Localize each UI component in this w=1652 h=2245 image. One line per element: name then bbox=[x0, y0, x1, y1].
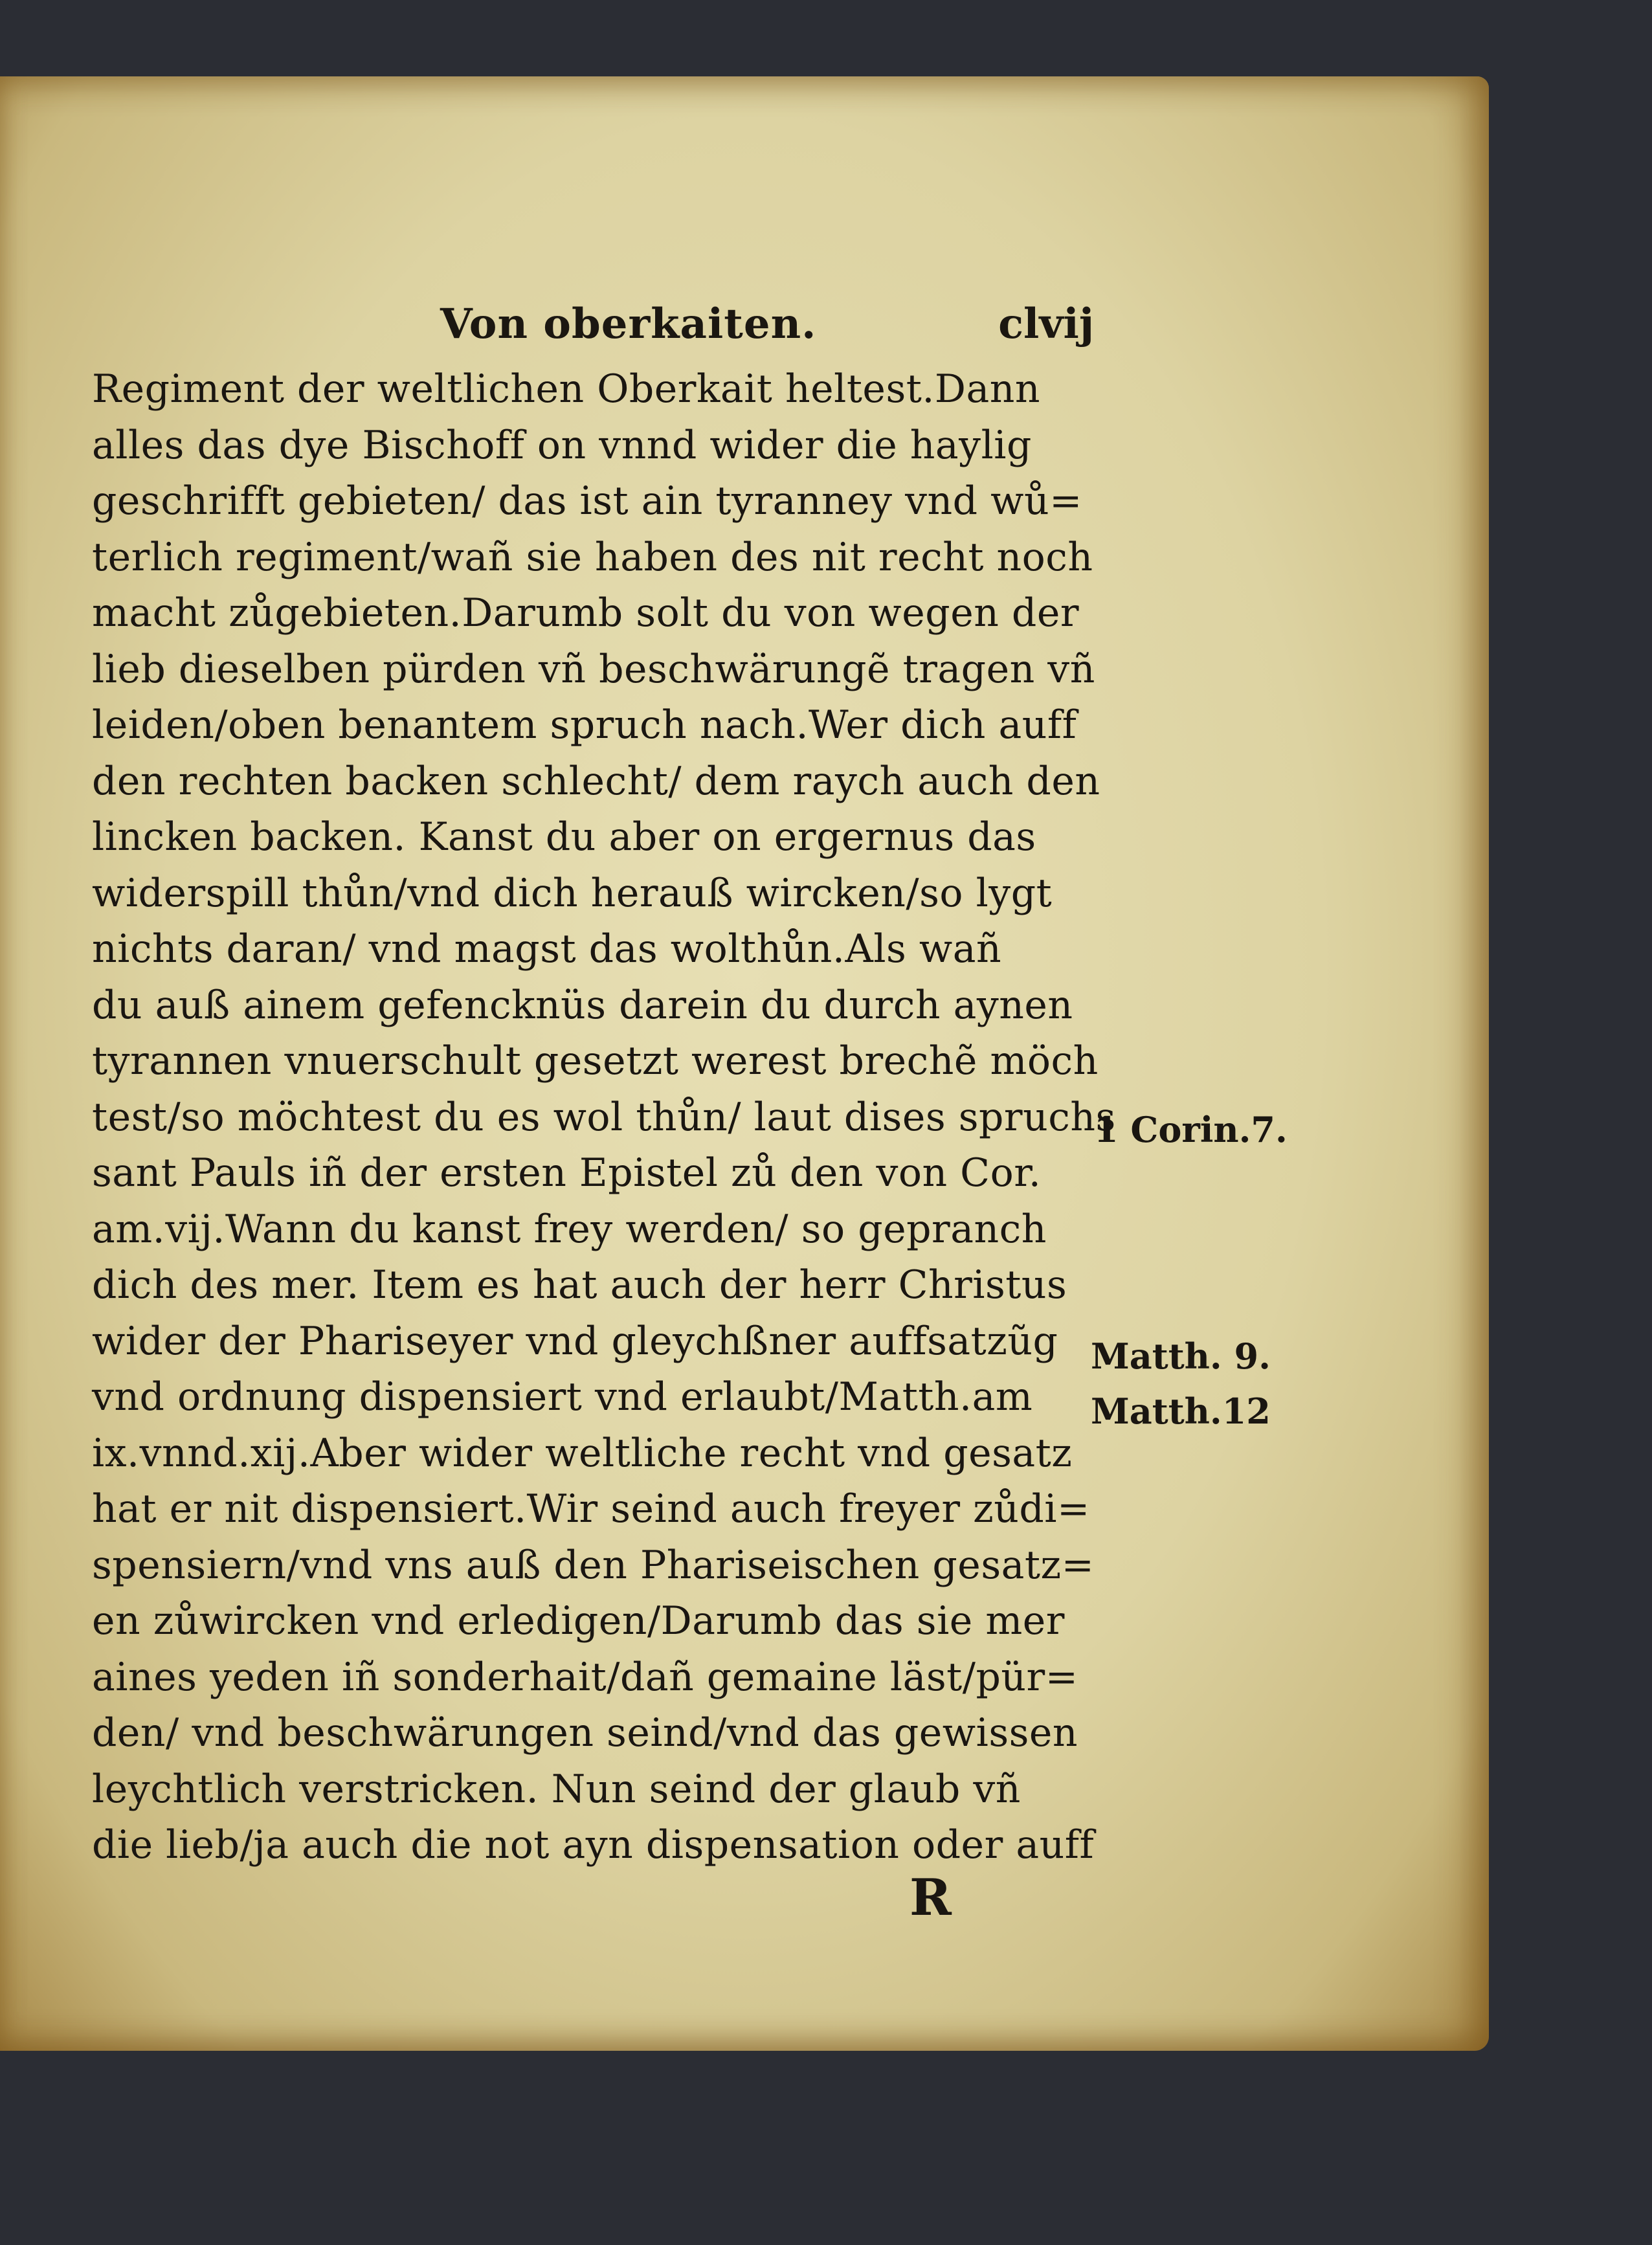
text-line: Regiment der weltlichen Oberkait heltest.Dann bbox=[92, 366, 1041, 412]
text-line: tyrannen vnuerschult gesetzt werest brechẽ möch bbox=[92, 1038, 1099, 1084]
text-line: du auß ainem gefencknüs darein du durch aynen bbox=[92, 982, 1073, 1028]
text-line: aines yeden iñ sonderhait/dañ gemaine läst/pür= bbox=[92, 1654, 1078, 1700]
marginal-note-matthew-12: Matth.12 bbox=[1091, 1391, 1271, 1432]
text-line: en zůwircken vnd erledigen/Darumb das sie mer bbox=[92, 1598, 1065, 1644]
text-line: lincken backen. Kanst du aber on ergernus das bbox=[92, 814, 1036, 860]
marginal-note-matthew-9: Matth. 9. bbox=[1091, 1335, 1271, 1377]
book-page bbox=[0, 76, 1489, 2051]
text-line: den/ vnd beschwärungen seind/vnd das gewissen bbox=[92, 1710, 1078, 1756]
text-line: terlich regiment/wañ sie haben des nit recht noch bbox=[92, 534, 1093, 580]
text-line: sant Pauls iñ der ersten Epistel zů den von Cor. bbox=[92, 1150, 1042, 1196]
text-line: den rechten backen schlecht/ dem raych auch den bbox=[92, 758, 1100, 804]
text-line: macht zůgebieten.Darumb solt du von wegen der bbox=[92, 590, 1080, 636]
text-line: alles das dye Bischoff on vnnd wider die haylig bbox=[92, 422, 1032, 468]
body-text bbox=[92, 361, 1116, 1873]
text-line: nichts daran/ vnd magst das wolthůn.Als wañ bbox=[92, 926, 1002, 972]
text-line: ix.vnnd.xij.Aber wider weltliche recht vnd gesatz bbox=[92, 1430, 1073, 1476]
marginal-note-corinthians: 1 Corin.7. bbox=[1094, 1109, 1288, 1150]
running-head bbox=[440, 300, 1094, 358]
text-line: spensiern/vnd vns auß den Phariseischen gesatz= bbox=[92, 1542, 1095, 1588]
folio-number: clvij bbox=[998, 300, 1094, 348]
text-line: test/so möchtest du es wol thůn/ laut dises spruchs bbox=[92, 1094, 1116, 1140]
text-line: hat er nit dispensiert.Wir seind auch freyer zůdi= bbox=[92, 1486, 1090, 1532]
text-line: wider der Phariseyer vnd gleychßner auffsatzũg bbox=[92, 1318, 1058, 1364]
text-line: widerspill thůn/vnd dich herauß wircken/so lygt bbox=[92, 870, 1053, 916]
text-line: die lieb/ja auch die not ayn dispensation oder auff bbox=[92, 1822, 1095, 1868]
text-line: geschrifft gebieten/ das ist ain tyranney vnd wů= bbox=[92, 478, 1082, 524]
text-line: leiden/oben benantem spruch nach.Wer dich auff bbox=[92, 702, 1077, 748]
text-line: dich des mer. Item es hat auch der herr Christus bbox=[92, 1262, 1067, 1308]
running-head-title: Von oberkaiten. bbox=[440, 300, 817, 348]
text-line: leychtlich verstricken. Nun seind der glaub vñ bbox=[92, 1766, 1021, 1812]
signature-mark: R bbox=[910, 1868, 952, 1927]
text-line: lieb dieselben pürden vñ beschwärungẽ tragen vñ bbox=[92, 646, 1095, 692]
text-line: vnd ordnung dispensiert vnd erlaubt/Matth.am bbox=[92, 1374, 1033, 1420]
text-line: am.vij.Wann du kanst frey werden/ so gepranch bbox=[92, 1206, 1047, 1252]
